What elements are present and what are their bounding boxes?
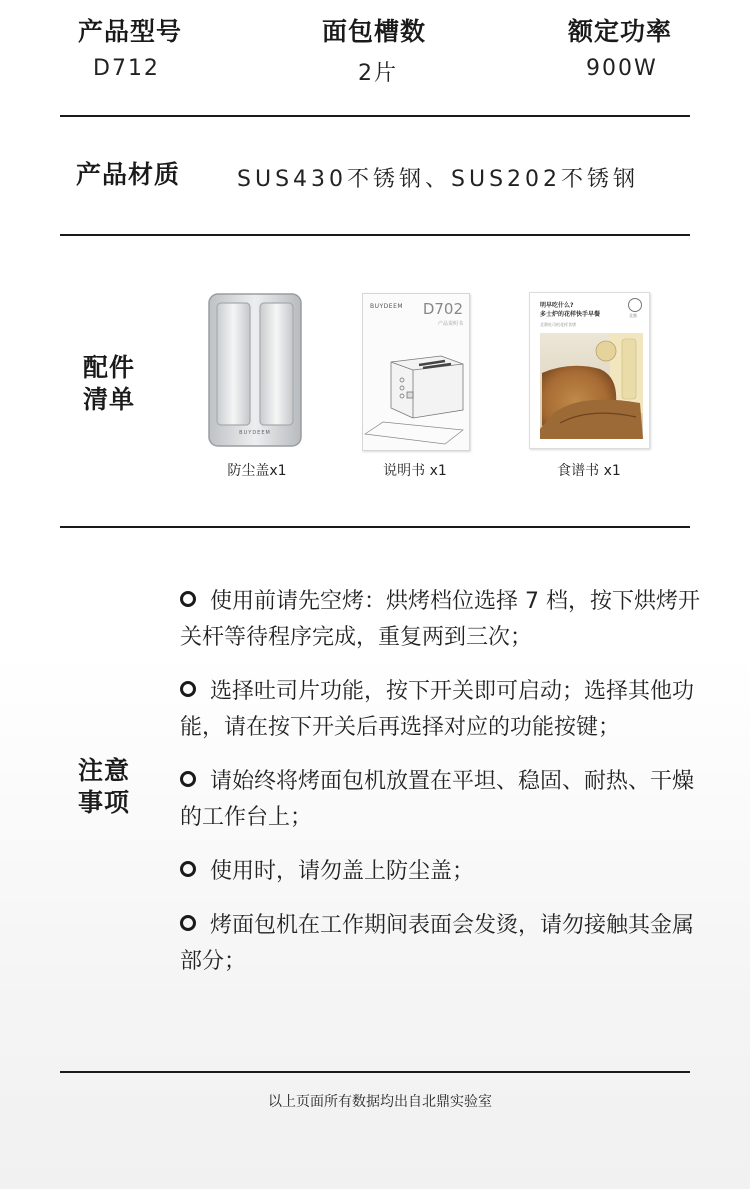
manual-brand: BUYDEEM	[370, 303, 404, 310]
accessory-caption-recipe-book: 食谱书 x1	[557, 463, 621, 479]
note-text: 使用前请先空烤：烘烤档位选择 7 档，按下烘烤开关杆等待程序完成，重复两到三次；	[180, 589, 700, 650]
note-text: 选择吐司片功能，按下开关即可启动；选择其他功能，请在按下开关后再选择对应的功能按键；	[180, 679, 695, 740]
note-item	[180, 674, 700, 746]
recipe-cover-line3: 北鼎吐司机花样食谱	[540, 322, 576, 327]
spec-value-model: D712	[93, 56, 160, 81]
spec-label-power: 额定功率	[568, 17, 673, 46]
recipe-cover-line1: 明早吃什么?	[540, 302, 574, 309]
divider	[60, 1071, 690, 1073]
toast-photo	[540, 333, 643, 439]
divider	[60, 115, 690, 117]
accessory-caption-dust-cover: 防尘盖x1	[227, 463, 287, 479]
note-item	[180, 854, 700, 890]
manual-subtitle: 产品说明书	[437, 321, 463, 327]
recipe-cover-line2: 多士炉的花样快手早餐	[540, 311, 601, 318]
spec-value-slots: 2片	[358, 61, 398, 86]
bullet-circle-icon	[180, 861, 196, 877]
manual-image	[362, 293, 470, 451]
dust-cover-brand: BUYDEEM	[239, 430, 271, 436]
note-item	[180, 584, 700, 656]
dust-cover-image	[208, 293, 302, 447]
note-text: 烤面包机在工作期间表面会发烫，请勿接触其金属部分；	[180, 913, 695, 974]
footer-note: 以上页面所有数据均出自北鼎实验室	[268, 1094, 492, 1110]
bullet-circle-icon	[180, 915, 196, 931]
material-value: SUS430不锈钢、SUS202不锈钢	[237, 167, 640, 192]
notes-title-line1: 注意	[78, 756, 131, 785]
recipe-logo-text: 北鼎	[629, 313, 637, 318]
manual-model: D702	[422, 300, 463, 318]
material-label: 产品材质	[76, 160, 181, 189]
divider	[60, 234, 690, 236]
accessories-title-line2: 清单	[83, 385, 136, 414]
bullet-circle-icon	[180, 591, 196, 607]
divider	[60, 526, 690, 528]
accessories-title	[83, 352, 135, 416]
notes-title	[78, 755, 130, 819]
bullet-circle-icon	[180, 681, 196, 697]
toaster-illustration	[363, 344, 469, 448]
note-item	[180, 764, 700, 836]
spec-label-model: 产品型号	[78, 17, 183, 46]
note-text: 请始终将烤面包机放置在平坦、稳固、耐热、干燥的工作台上；	[180, 769, 695, 830]
spec-value-power: 900W	[586, 56, 658, 81]
note-item	[180, 908, 700, 980]
accessory-caption-manual: 说明书 x1	[383, 463, 447, 479]
recipe-logo-icon	[628, 298, 642, 312]
note-text: 使用时，请勿盖上防尘盖；	[210, 859, 475, 884]
accessories-title-line1: 配件	[83, 353, 136, 382]
bullet-circle-icon	[180, 771, 196, 787]
spec-label-slots: 面包槽数	[322, 17, 427, 46]
recipe-book-image	[529, 292, 650, 449]
notes-title-line2: 事项	[78, 788, 131, 817]
notes-list	[180, 584, 700, 998]
